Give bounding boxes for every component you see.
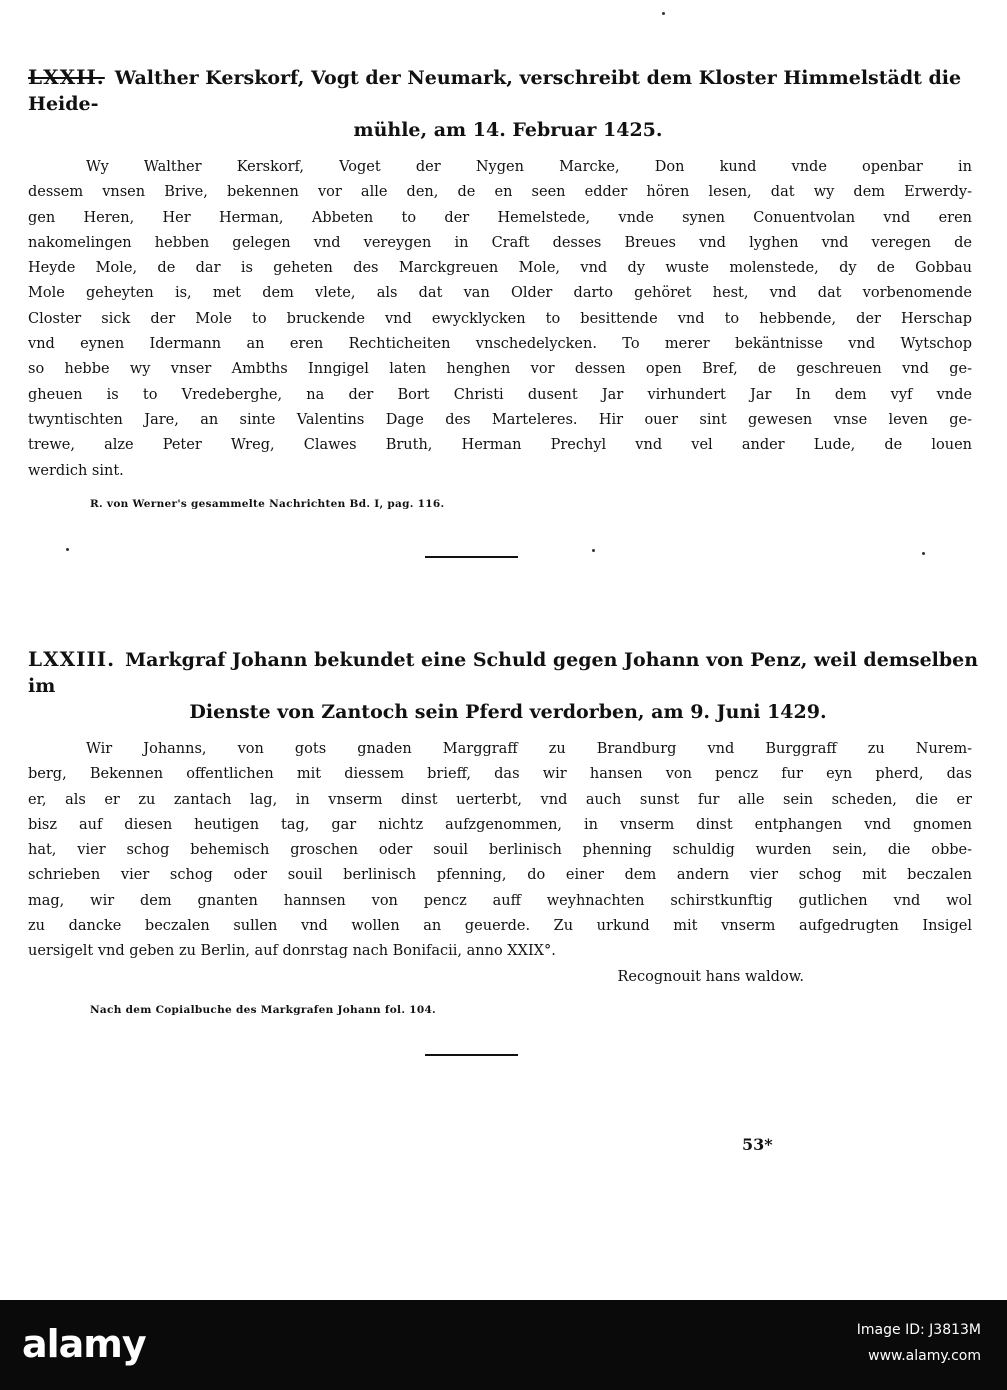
scan-speck	[662, 12, 665, 15]
body-line: zu dancke beczalen sullen vnd wollen an geuerde. Zu urkund mit vnserm aufgedrugten Insigel	[28, 918, 972, 935]
body-line: Mole geheyten is, met dem vlete, als dat van Older darto gehöret hest, vnd dat vorbenomende	[28, 285, 972, 302]
signature-line: Recognouit hans waldow.	[617, 968, 804, 985]
scan-speck	[592, 549, 595, 552]
body-line: dessem vnsen Brive, bekennen vor alle den, de en seen edder hören lesen, dat wy dem Erwerdy-	[28, 184, 972, 201]
alamy-logo: alamy	[22, 1322, 146, 1366]
doc-heading	[28, 646, 988, 699]
image-id: Image ID: J3813M	[856, 1322, 981, 1338]
body-line: berg, Bekennen offentlichen mit diessem brieff, das wir hansen von pencz fur eyn pherd, das	[28, 766, 972, 783]
doc-source: Nach dem Copialbuche des Markgrafen Johann fol. 104.	[90, 1003, 437, 1016]
body-line: nakomelingen hebben gelegen vnd vereygen in Craft desses Breues vnd lyghen vnd veregen de	[28, 234, 972, 251]
body-line: mag, wir dem gnanten hannsen von pencz auff weyhnachten schirstkunftig gutlichen vnd wol	[28, 892, 972, 909]
page-number: 53*	[742, 1135, 773, 1154]
doc-title-line1: Markgraf Johann bekundet eine Schuld gegen Johann von Penz, weil demselben im	[28, 649, 979, 697]
body-line: so hebbe wy vnser Ambths Inngigel laten henghen vor dessen open Bref, de geschreuen vnd ge-	[28, 361, 972, 378]
body-line: schrieben vier schog oder souil berlinisch pfenning, do einer dem andern vier schog mit beczalen	[28, 867, 972, 884]
body-line: Wy Walther Kerskorf, Voget der Nygen Marcke, Don kund vnde openbar in	[86, 159, 972, 175]
body-line: Wir Johanns, von gots gnaden Marggraff zu Brandburg vnd Burggraff zu Nurem-	[86, 741, 972, 757]
doc-body	[28, 737, 988, 990]
image-url: www.alamy.com	[868, 1348, 981, 1364]
doc-source: R. von Werner's gesammelte Nachrichten Bd. I, pag. 116.	[90, 497, 445, 510]
body-line: trewe, alze Peter Wreg, Clawes Bruth, Herman Prechyl vnd vel ander Lude, de louen	[28, 437, 972, 454]
document-lxxiii	[28, 646, 988, 1016]
body-line: er, als er zu zantach lag, in vnserm dinst uerterbt, vnd auch sunst fur alle sein scheden, die er	[28, 791, 972, 808]
doc-body	[28, 155, 988, 484]
doc-number: LXXIII.	[28, 647, 116, 671]
scan-speck	[922, 552, 925, 555]
body-line: twyntischten Jare, an sinte Valentins Dage des Marteleres. Hir ouer sint gewesen vnse leven ge-	[28, 411, 972, 428]
section-divider	[425, 1054, 518, 1056]
doc-number: LXXII.	[28, 65, 105, 89]
doc-title-line2: mühle, am 14. Februar 1425.	[353, 119, 663, 141]
doc-title-line2: Dienste von Zantoch sein Pferd verdorben, am 9. Juni 1429.	[189, 701, 827, 723]
body-line: Closter sick der Mole to bruckende vnd ewycklycken to besittende vnd to hebbende, der Herschap	[28, 310, 972, 327]
body-line: werdich sint.	[28, 462, 124, 479]
doc-heading	[28, 64, 988, 117]
watermark-footer	[0, 1300, 1007, 1390]
document-lxxii	[28, 64, 988, 510]
body-line: vnd eynen Idermann an eren Rechticheiten vnschedelycken. To merer bekäntnisse vnd Wytschop	[28, 336, 972, 353]
body-line: hat, vier schog behemisch groschen oder souil berlinisch phenning schuldig wurden sein, die obbe-	[28, 842, 972, 859]
section-divider	[425, 556, 518, 558]
body-line: uersigelt vnd geben zu Berlin, auf donrstag nach Bonifacii, anno XXIX°.	[28, 943, 556, 960]
body-line: gen Heren, Her Herman, Abbeten to der Hemelstede, vnde synen Conuentvolan vnd eren	[28, 209, 972, 226]
scan-speck	[66, 548, 69, 551]
body-line: gheuen is to Vredeberghe, na der Bort Christi dusent Jar virhundert Jar In dem vyf vnde	[28, 386, 972, 403]
body-line: Heyde Mole, de dar is geheten des Marckgreuen Mole, vnd dy wuste molenstede, dy de Gobbau	[28, 260, 972, 277]
doc-title-line1: Walther Kerskorf, Vogt der Neumark, verschreibt dem Kloster Himmelstädt die Heide-	[28, 67, 962, 115]
body-line: bisz auf diesen heutigen tag, gar nichtz aufzgenommen, in vnserm dinst entphangen vnd gnomen	[28, 816, 972, 833]
